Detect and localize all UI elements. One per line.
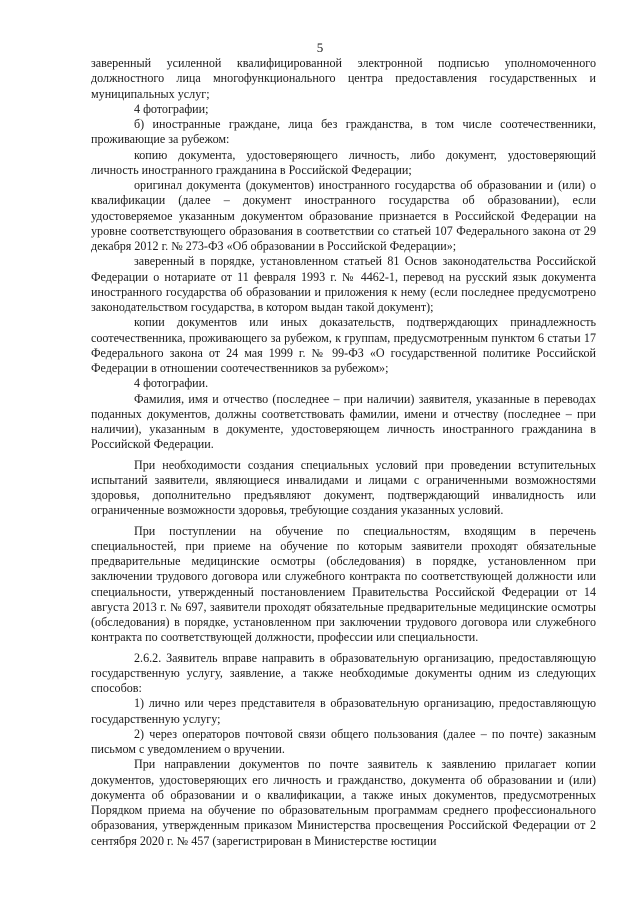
- paragraph: 2) через операторов почтовой связи общего пользования (далее – по почте) заказным письмом с уведомлением о вручении.: [91, 726, 596, 756]
- paragraph: 2.6.2. Заявитель вправе направить в образовательную организацию, предоставляющую государственную услугу, заявление, а также необходимые документы одним из следующих способов:: [91, 650, 596, 695]
- paragraph: б) иностранные граждане, лица без гражданства, в том числе соотечественники, проживающие за рубежом:: [91, 117, 596, 147]
- paragraph: копию документа, удостоверяющего личность, либо документ, удостоверяющий личность иностранного гражданина в Российской Федерации;: [91, 147, 596, 177]
- document-body: [91, 56, 596, 849]
- paragraph: При поступлении на обучение по специальностям, входящим в перечень специальностей, при приеме на обучение по которым заявители проходят обязательные предварительные медицинские осмотры (обследования) в порядке, установленном при заключении трудового договора или служебного контракта по соответствующей должности или специальности, утвержденный постановлением Правительства Российской Федерации от 14 августа 2013 г. № 697, заявители проходят обязательные предварительные медицинские осмотры (обследования) в порядке, установленном при заключении трудового договора или служебного контракта по соответствующей должности, профессии или специальности.: [91, 523, 596, 645]
- paragraph: При направлении документов по почте заявитель к заявлению прилагает копии документов, удостоверяющих его личность и гражданство, документа об образовании и (или) документа об образовании и о квалификации, а также иных документов, предусмотренных Порядком приема на обучение по образовательным программам среднего профессионального образования, утвержденным приказом Министерства просвещения Российской Федерации от 2 сентября 2020 г. № 457 (зарегистрирован в Министерстве юстиции: [91, 757, 596, 848]
- paragraph: 4 фотографии;: [134, 101, 209, 116]
- paragraph: заверенный усиленной квалифицированной электронной подписью уполномоченного должностного лица многофункционального центра предоставления государственных и муниципальных услуг;: [91, 56, 596, 101]
- page-number: 5: [316, 40, 324, 55]
- paragraph: При необходимости создания специальных условий при проведении вступительных испытаний заявители, являющиеся инвалидами и лицами с ограниченными возможностями здоровья, дополнительно предъявляют документ, подтверждающий инвалидность или ограниченные возможности здоровья, требующие создания указанных условий.: [91, 457, 596, 518]
- paragraph: заверенный в порядке, установленном статьей 81 Основ законодательства Российской Федерации о нотариате от 11 февраля 1993 г. № 4462-1, перевод на русский язык документа иностранного государства об образовании и приложения к нему (если последнее предусмотрено законодательством государства, в котором выдан такой документ);: [91, 254, 596, 314]
- paragraph: Фамилия, имя и отчество (последнее – при наличии) заявителя, указанные в переводах поданных документов, должны соответствовать фамилии, имени и отчеству (последнее – при наличии), указанным в документе, удостоверяющем личность иностранного гражданина в Российской Федерации.: [91, 391, 596, 452]
- paragraph: 1) лично или через представителя в образовательную организацию, предоставляющую государственную услугу;: [91, 696, 596, 726]
- paragraph: оригинал документа (документов) иностранного государства об образовании и (или) о квалификации (далее – документ иностранного государства об образовании), если удостоверяемое указанным документом образование признается в Российской Федерации на уровне соответствующего образования в соответствии со статьей 107 Федерального закона от 29 декабря 2012 г. № 273-ФЗ «Об образовании в Российской Федерации»;: [91, 178, 596, 253]
- paragraph: копии документов или иных доказательств, подтверждающих принадлежность соотечественника, проживающего за рубежом, к группам, предусмотренным пунктом 6 статьи 17 Федерального закона от 24 мая 1999 г. № 99-ФЗ «О государственной политике Российской Федерации в отношении соотечественников за рубежом»;: [91, 315, 596, 375]
- paragraph: 4 фотографии.: [134, 376, 209, 391]
